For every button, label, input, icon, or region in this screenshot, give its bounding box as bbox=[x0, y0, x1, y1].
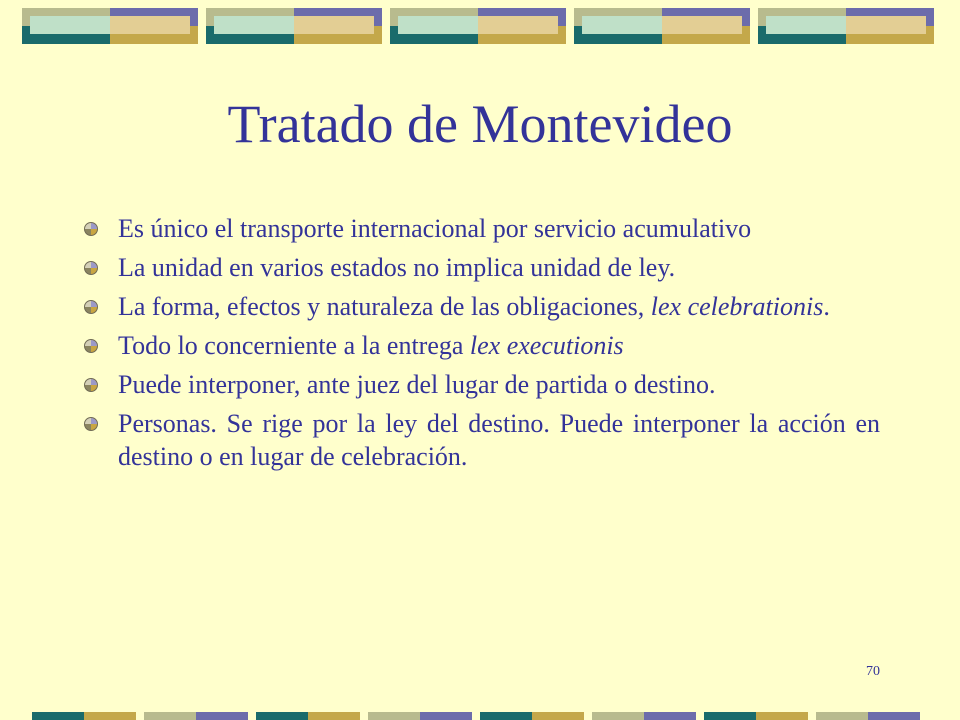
slide-content bbox=[80, 212, 880, 479]
bullet-circle-icon bbox=[84, 300, 98, 314]
bullet-circle-icon bbox=[84, 261, 98, 275]
bullet-text-part: La forma, efectos y naturaleza de las obligaciones, bbox=[118, 292, 651, 321]
banner-tile bbox=[574, 8, 750, 44]
strip-segment bbox=[644, 712, 696, 720]
strip-gap bbox=[360, 712, 368, 720]
strip-segment bbox=[816, 712, 868, 720]
bullet-item bbox=[80, 290, 880, 323]
bullet-text-part: . bbox=[823, 292, 830, 321]
strip-gap bbox=[248, 712, 256, 720]
strip-segment bbox=[368, 712, 420, 720]
strip-gap bbox=[472, 712, 480, 720]
strip-segment bbox=[84, 712, 136, 720]
strip-segment bbox=[308, 712, 360, 720]
strip-segment bbox=[144, 712, 196, 720]
strip-segment bbox=[868, 712, 920, 720]
strip-segment bbox=[756, 712, 808, 720]
bullet-text-part: Puede interponer, ante juez del lugar de partida o destino. bbox=[118, 370, 716, 399]
bullet-text-italic: lex executionis bbox=[469, 331, 624, 360]
strip-segment bbox=[196, 712, 248, 720]
strip-gap bbox=[808, 712, 816, 720]
bullet-text bbox=[118, 370, 715, 399]
bullet-item bbox=[80, 212, 880, 245]
bullet-item bbox=[80, 407, 880, 473]
slide-number: 70 bbox=[866, 664, 880, 679]
bullet-text-part: Personas. Se rige por la ley del destino. Puede interponer la acción en destino o en lugar de celebración. bbox=[118, 409, 880, 471]
bullet-circle-icon bbox=[84, 339, 98, 353]
bullet-text bbox=[118, 253, 675, 282]
bullet-text bbox=[118, 214, 751, 243]
strip-gap bbox=[584, 712, 592, 720]
bullet-circle-icon bbox=[84, 222, 98, 236]
banner-tile bbox=[758, 8, 934, 44]
strip-segment bbox=[420, 712, 472, 720]
bullet-circle-icon bbox=[84, 417, 98, 431]
bullet-text-part: La unidad en varios estados no implica unidad de ley. bbox=[118, 253, 676, 282]
bullet-item bbox=[80, 329, 880, 362]
banner-tile bbox=[390, 8, 566, 44]
bullet-text-part: Todo lo concerniente a la entrega bbox=[118, 331, 470, 360]
bullet-item bbox=[80, 251, 880, 284]
bullet-text-part: Es único el transporte internacional por servicio acumulativo bbox=[118, 214, 752, 243]
strip-gap bbox=[136, 712, 144, 720]
strip-segment bbox=[532, 712, 584, 720]
top-decorative-banner bbox=[0, 0, 960, 52]
strip-gap bbox=[696, 712, 704, 720]
strip-segment bbox=[704, 712, 756, 720]
bullet-list bbox=[80, 212, 880, 473]
bullet-item bbox=[80, 368, 880, 401]
bullet-text-italic: lex celebrationis bbox=[650, 292, 824, 321]
bullet-text bbox=[118, 331, 624, 360]
bullet-circle-icon bbox=[84, 378, 98, 392]
bullet-text bbox=[118, 292, 830, 321]
bullet-text bbox=[118, 409, 880, 471]
strip-segment bbox=[592, 712, 644, 720]
bottom-decorative-strip bbox=[32, 712, 928, 720]
strip-segment bbox=[256, 712, 308, 720]
banner-tile bbox=[22, 8, 198, 44]
strip-segment bbox=[32, 712, 84, 720]
slide-title: Tratado de Montevideo bbox=[227, 94, 733, 154]
banner-tile bbox=[206, 8, 382, 44]
strip-segment bbox=[480, 712, 532, 720]
